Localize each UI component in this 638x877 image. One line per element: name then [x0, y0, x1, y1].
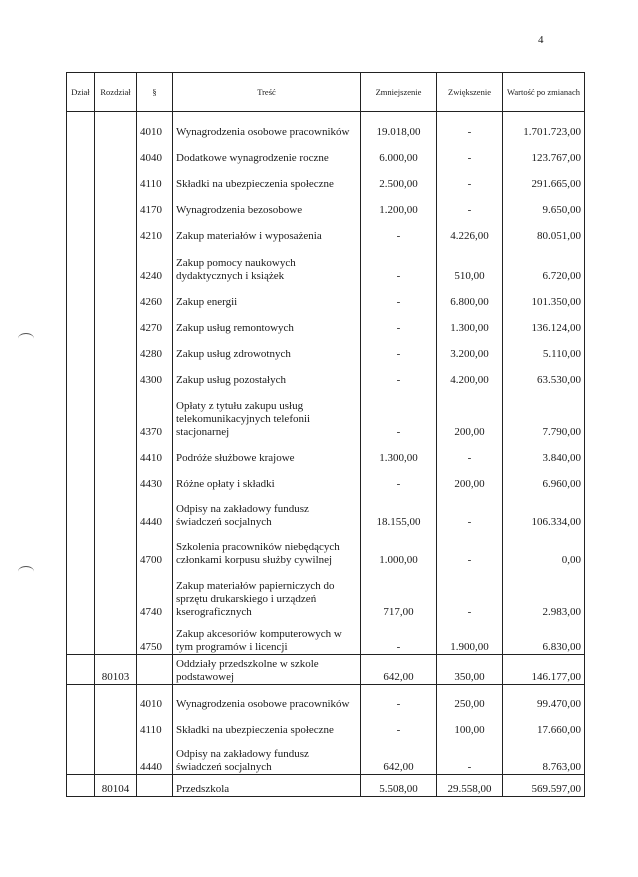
- cell-zwiekszenie: 200,00: [437, 387, 503, 439]
- cell-wartosc: 5.110,00: [503, 335, 585, 361]
- cell-wartosc: 6.960,00: [503, 465, 585, 491]
- cell-dzial: [67, 465, 95, 491]
- cell-paragraf: 4240: [137, 243, 173, 283]
- cell-dzial: [67, 139, 95, 165]
- cell-tresc: Składki na ubezpieczenia społeczne: [173, 165, 361, 191]
- cell-tresc: Wynagrodzenia bezosobowe: [173, 191, 361, 217]
- cell-paragraf: 4430: [137, 465, 173, 491]
- table-row: [67, 283, 585, 309]
- cell-rozdzial: [95, 465, 137, 491]
- cell-wartosc: 6.720,00: [503, 243, 585, 283]
- cell-rozdzial: [95, 529, 137, 567]
- table-row: [67, 619, 585, 655]
- cell-dzial: [67, 191, 95, 217]
- cell-zmniejszenie: -: [361, 309, 437, 335]
- cell-dzial: [67, 737, 95, 775]
- cell-tresc: Składki na ubezpieczenia społeczne: [173, 711, 361, 737]
- cell-zwiekszenie: 250,00: [437, 685, 503, 711]
- cell-paragraf: 4110: [137, 711, 173, 737]
- cell-dzial: [67, 685, 95, 711]
- cell-rozdzial: [95, 217, 137, 243]
- cell-tresc: Różne opłaty i składki: [173, 465, 361, 491]
- cell-zmniejszenie: 717,00: [361, 567, 437, 619]
- cell-zmniejszenie: -: [361, 243, 437, 283]
- cell-rozdzial: 80104: [95, 775, 137, 797]
- cell-zmniejszenie: 1.000,00: [361, 529, 437, 567]
- table-row: [67, 567, 585, 619]
- cell-rozdzial: [95, 309, 137, 335]
- cell-zwiekszenie: -: [437, 567, 503, 619]
- table-row: [67, 775, 585, 797]
- cell-dzial: [67, 387, 95, 439]
- cell-wartosc: 123.767,00: [503, 139, 585, 165]
- table-row: [67, 217, 585, 243]
- cell-wartosc: 2.983,00: [503, 567, 585, 619]
- table-row: [67, 139, 585, 165]
- cell-paragraf: 4370: [137, 387, 173, 439]
- cell-zmniejszenie: 6.000,00: [361, 139, 437, 165]
- cell-wartosc: 7.790,00: [503, 387, 585, 439]
- cell-paragraf: 4280: [137, 335, 173, 361]
- cell-wartosc: 0,00: [503, 529, 585, 567]
- cell-wartosc: 63.530,00: [503, 361, 585, 387]
- cell-tresc: Zakup usług pozostałych: [173, 361, 361, 387]
- cell-tresc: Wynagrodzenia osobowe pracowników: [173, 685, 361, 711]
- cell-zwiekszenie: 4.200,00: [437, 361, 503, 387]
- header-zwiekszenie: Zwiększenie: [437, 73, 503, 112]
- cell-rozdzial: [95, 567, 137, 619]
- cell-dzial: [67, 655, 95, 685]
- header-rozdzial: Rozdział: [95, 73, 137, 112]
- cell-wartosc: 106.334,00: [503, 491, 585, 529]
- cell-paragraf: 4010: [137, 112, 173, 139]
- cell-zmniejszenie: -: [361, 335, 437, 361]
- header-wartosc: Wartość po zmianach: [503, 73, 585, 112]
- table-header: [67, 73, 585, 112]
- cell-tresc: Zakup usług zdrowotnych: [173, 335, 361, 361]
- table-row: [67, 737, 585, 775]
- table-row: [67, 685, 585, 711]
- cell-rozdzial: [95, 387, 137, 439]
- cell-zwiekszenie: 1.300,00: [437, 309, 503, 335]
- cell-rozdzial: [95, 737, 137, 775]
- budget-table: [66, 72, 585, 797]
- binder-hole-mark: [18, 566, 34, 577]
- cell-wartosc: 9.650,00: [503, 191, 585, 217]
- table-row: [67, 387, 585, 439]
- table-row: [67, 655, 585, 685]
- cell-paragraf: 4700: [137, 529, 173, 567]
- cell-dzial: [67, 529, 95, 567]
- header-tresc: Treść: [173, 73, 361, 112]
- header-dzial: Dział: [67, 73, 95, 112]
- cell-dzial: [67, 567, 95, 619]
- cell-zmniejszenie: 2.500,00: [361, 165, 437, 191]
- cell-zmniejszenie: 1.300,00: [361, 439, 437, 465]
- cell-zmniejszenie: 5.508,00: [361, 775, 437, 797]
- table-row: [67, 243, 585, 283]
- cell-tresc: Odpisy na zakładowy fundusz świadczeń socjalnych: [173, 491, 361, 529]
- table-row: [67, 491, 585, 529]
- cell-rozdzial: [95, 112, 137, 139]
- table-row: [67, 165, 585, 191]
- cell-paragraf: 4010: [137, 685, 173, 711]
- cell-rozdzial: [95, 361, 137, 387]
- cell-paragraf: [137, 775, 173, 797]
- cell-paragraf: 4110: [137, 165, 173, 191]
- cell-zmniejszenie: -: [361, 217, 437, 243]
- cell-dzial: [67, 335, 95, 361]
- cell-zwiekszenie: 29.558,00: [437, 775, 503, 797]
- cell-zwiekszenie: -: [437, 491, 503, 529]
- cell-paragraf: 4260: [137, 283, 173, 309]
- cell-zmniejszenie: 642,00: [361, 655, 437, 685]
- cell-zmniejszenie: 18.155,00: [361, 491, 437, 529]
- cell-wartosc: 3.840,00: [503, 439, 585, 465]
- cell-zwiekszenie: -: [437, 165, 503, 191]
- cell-tresc: Zakup materiałów papierniczych do sprzętu drukarskiego i urządzeń kserograficznych: [173, 567, 361, 619]
- cell-tresc: Zakup usług remontowych: [173, 309, 361, 335]
- cell-zmniejszenie: 19.018,00: [361, 112, 437, 139]
- cell-paragraf: 4170: [137, 191, 173, 217]
- cell-tresc: Dodatkowe wynagrodzenie roczne: [173, 139, 361, 165]
- cell-zwiekszenie: 100,00: [437, 711, 503, 737]
- cell-zmniejszenie: -: [361, 283, 437, 309]
- cell-dzial: [67, 165, 95, 191]
- cell-zmniejszenie: 1.200,00: [361, 191, 437, 217]
- cell-paragraf: 4300: [137, 361, 173, 387]
- cell-zwiekszenie: 6.800,00: [437, 283, 503, 309]
- table-row: [67, 711, 585, 737]
- cell-paragraf: 4410: [137, 439, 173, 465]
- table-row: [67, 112, 585, 139]
- cell-zwiekszenie: -: [437, 439, 503, 465]
- cell-rozdzial: 80103: [95, 655, 137, 685]
- binder-hole-mark: [18, 333, 34, 344]
- table-row: [67, 191, 585, 217]
- cell-rozdzial: [95, 335, 137, 361]
- cell-rozdzial: [95, 439, 137, 465]
- cell-paragraf: 4440: [137, 491, 173, 529]
- table-row: [67, 361, 585, 387]
- cell-wartosc: 6.830,00: [503, 619, 585, 655]
- cell-dzial: [67, 283, 95, 309]
- cell-dzial: [67, 439, 95, 465]
- cell-tresc: Opłaty z tytułu zakupu usług telekomunikacyjnych telefonii stacjonarnej: [173, 387, 361, 439]
- cell-rozdzial: [95, 619, 137, 655]
- cell-rozdzial: [95, 283, 137, 309]
- cell-wartosc: 17.660,00: [503, 711, 585, 737]
- cell-wartosc: 8.763,00: [503, 737, 585, 775]
- page-number: 4: [538, 34, 544, 46]
- header-zmniejszenie: Zmniejszenie: [361, 73, 437, 112]
- header-paragraf: §: [137, 73, 173, 112]
- cell-tresc: Wynagrodzenia osobowe pracowników: [173, 112, 361, 139]
- table-row: [67, 439, 585, 465]
- cell-wartosc: 136.124,00: [503, 309, 585, 335]
- cell-paragraf: 4440: [137, 737, 173, 775]
- cell-tresc: Przedszkola: [173, 775, 361, 797]
- cell-paragraf: 4740: [137, 567, 173, 619]
- cell-zmniejszenie: -: [361, 361, 437, 387]
- cell-dzial: [67, 309, 95, 335]
- cell-tresc: Odpisy na zakładowy fundusz świadczeń socjalnych: [173, 737, 361, 775]
- cell-zmniejszenie: -: [361, 685, 437, 711]
- cell-paragraf: 4750: [137, 619, 173, 655]
- cell-wartosc: 569.597,00: [503, 775, 585, 797]
- cell-rozdzial: [95, 165, 137, 191]
- cell-dzial: [67, 112, 95, 139]
- cell-zwiekszenie: 3.200,00: [437, 335, 503, 361]
- cell-wartosc: 146.177,00: [503, 655, 585, 685]
- cell-dzial: [67, 711, 95, 737]
- cell-paragraf: 4210: [137, 217, 173, 243]
- cell-zmniejszenie: -: [361, 619, 437, 655]
- cell-tresc: Szkolenia pracowników niebędących członkami korpusu służby cywilnej: [173, 529, 361, 567]
- table-row: [67, 529, 585, 567]
- cell-tresc: Zakup pomocy naukowych dydaktycznych i książek: [173, 243, 361, 283]
- cell-zmniejszenie: -: [361, 465, 437, 491]
- cell-zmniejszenie: -: [361, 711, 437, 737]
- cell-zwiekszenie: -: [437, 139, 503, 165]
- cell-rozdzial: [95, 191, 137, 217]
- cell-dzial: [67, 243, 95, 283]
- cell-tresc: Zakup akcesoriów komputerowych w tym programów i licencji: [173, 619, 361, 655]
- cell-zwiekszenie: 1.900,00: [437, 619, 503, 655]
- table-body: [67, 112, 585, 797]
- cell-rozdzial: [95, 685, 137, 711]
- cell-paragraf: 4040: [137, 139, 173, 165]
- cell-wartosc: 291.665,00: [503, 165, 585, 191]
- cell-dzial: [67, 361, 95, 387]
- cell-rozdzial: [95, 139, 137, 165]
- table-row: [67, 465, 585, 491]
- cell-wartosc: 80.051,00: [503, 217, 585, 243]
- cell-dzial: [67, 775, 95, 797]
- cell-zwiekszenie: 200,00: [437, 465, 503, 491]
- cell-tresc: Zakup energii: [173, 283, 361, 309]
- table-row: [67, 335, 585, 361]
- cell-dzial: [67, 619, 95, 655]
- cell-zwiekszenie: -: [437, 529, 503, 567]
- cell-zwiekszenie: -: [437, 737, 503, 775]
- cell-rozdzial: [95, 491, 137, 529]
- cell-wartosc: 99.470,00: [503, 685, 585, 711]
- cell-paragraf: 4270: [137, 309, 173, 335]
- cell-zmniejszenie: -: [361, 387, 437, 439]
- cell-zwiekszenie: 4.226,00: [437, 217, 503, 243]
- cell-dzial: [67, 491, 95, 529]
- cell-zwiekszenie: -: [437, 191, 503, 217]
- cell-tresc: Oddziały przedszkolne w szkole podstawowej: [173, 655, 361, 685]
- cell-rozdzial: [95, 711, 137, 737]
- cell-tresc: Zakup materiałów i wyposażenia: [173, 217, 361, 243]
- cell-wartosc: 101.350,00: [503, 283, 585, 309]
- cell-paragraf: [137, 655, 173, 685]
- cell-zwiekszenie: 350,00: [437, 655, 503, 685]
- cell-zwiekszenie: -: [437, 112, 503, 139]
- cell-tresc: Podróże służbowe krajowe: [173, 439, 361, 465]
- cell-wartosc: 1.701.723,00: [503, 112, 585, 139]
- cell-dzial: [67, 217, 95, 243]
- cell-rozdzial: [95, 243, 137, 283]
- cell-zmniejszenie: 642,00: [361, 737, 437, 775]
- table-row: [67, 309, 585, 335]
- cell-zwiekszenie: 510,00: [437, 243, 503, 283]
